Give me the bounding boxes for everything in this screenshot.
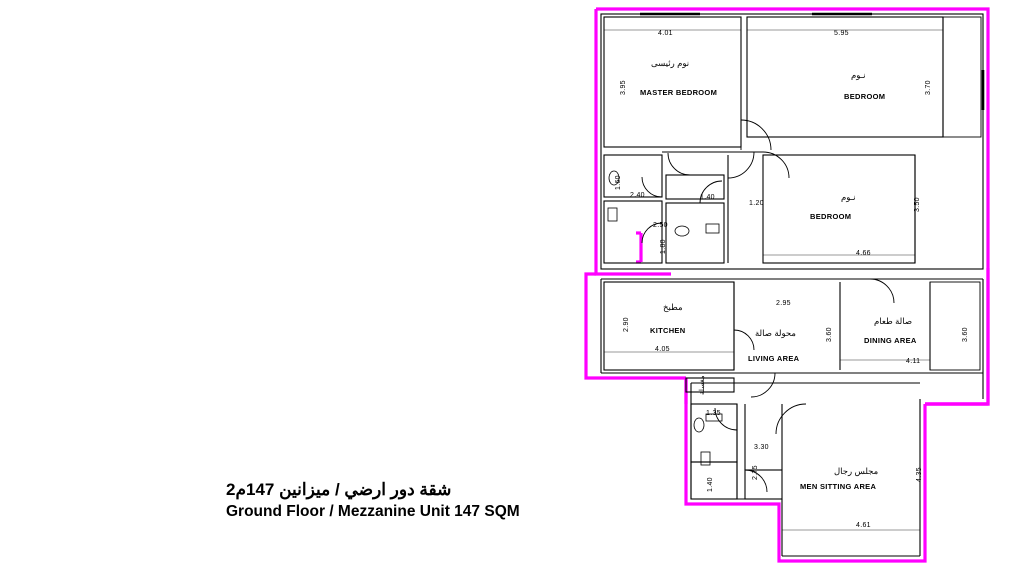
caption-arabic: شقة دور ارضي / ميزانين 147م2 — [226, 480, 452, 499]
caption-english: Ground Floor / Mezzanine Unit 147 SQM — [226, 503, 520, 520]
caption-block — [226, 480, 646, 522]
dimension-lines — [604, 30, 943, 530]
